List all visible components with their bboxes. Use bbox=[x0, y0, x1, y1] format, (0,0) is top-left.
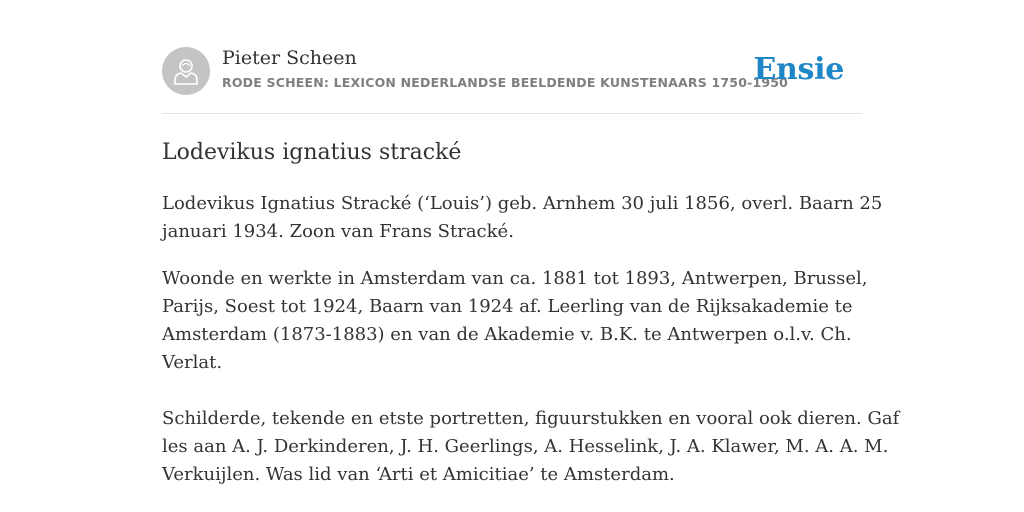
article-title: Lodevikus ignatius stracké bbox=[162, 140, 462, 165]
user-icon bbox=[173, 56, 199, 86]
paragraph-work bbox=[162, 405, 900, 489]
paragraph-line: Schilderde, tekende en etste portretten, figuurstukken en vooral ook dieren. Gaf bbox=[162, 408, 900, 429]
paragraph-line: Parijs, Soest tot 1924, Baarn van 1924 af. Leerling van de Rijksakademie te bbox=[162, 296, 853, 317]
paragraph-line: les aan A. J. Derkinderen, J. H. Geerlings, A. Hesselink, J. A. Klawer, M. A. A. M. bbox=[162, 436, 889, 457]
paragraph-line: Lodevikus Ignatius Stracké (‘Louis’) geb. Arnhem 30 juli 1856, overl. Baarn 25 bbox=[162, 193, 883, 214]
author-name[interactable]: Pieter Scheen bbox=[222, 47, 357, 69]
ensie-logo[interactable]: Ensie bbox=[753, 52, 844, 87]
paragraph-line: Verkuijlen. Was lid van ‘Arti et Amicitiae’ te Amsterdam. bbox=[162, 464, 675, 485]
paragraph-career bbox=[162, 265, 868, 377]
article-body bbox=[162, 190, 900, 489]
paragraph-birth bbox=[162, 190, 883, 246]
header-divider bbox=[162, 113, 862, 114]
paragraph-line: Amsterdam (1873-1883) en van de Akademie v. B.K. te Antwerpen o.l.v. Ch. bbox=[162, 324, 852, 345]
paragraph-line: Verlat. bbox=[162, 352, 223, 373]
source-title[interactable]: RODE SCHEEN: LEXICON NEDERLANDSE BEELDENDE KUNSTENAARS 1750-1950 bbox=[222, 75, 789, 90]
paragraph-line: januari 1934. Zoon van Frans Stracké. bbox=[162, 221, 514, 242]
avatar[interactable] bbox=[162, 47, 210, 95]
paragraph-line: Woonde en werkte in Amsterdam van ca. 1881 tot 1893, Antwerpen, Brussel, bbox=[162, 268, 868, 289]
header bbox=[162, 46, 862, 96]
